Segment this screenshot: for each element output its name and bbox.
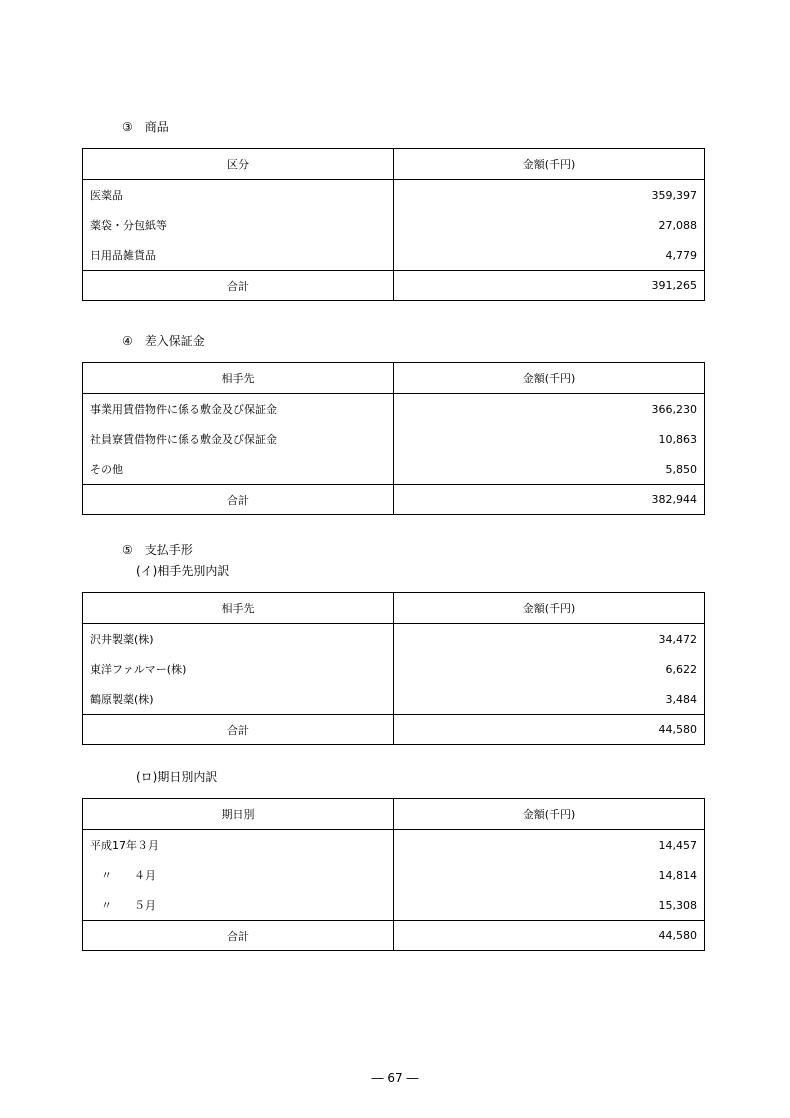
table-row xyxy=(83,454,705,485)
row-label: 沢井製薬(株) xyxy=(83,624,394,655)
column-header-amount: 金額(千円) xyxy=(394,593,705,624)
table-row xyxy=(83,684,705,715)
table-header-row xyxy=(83,149,705,180)
column-header-category: 区分 xyxy=(83,149,394,180)
table-row xyxy=(83,210,705,240)
table-row xyxy=(83,830,705,861)
subsection-b-heading: (ロ)期日別内訳 xyxy=(136,770,218,784)
column-header-amount: 金額(千円) xyxy=(394,149,705,180)
table-row xyxy=(83,394,705,425)
table-row xyxy=(83,240,705,271)
row-label: 医薬品 xyxy=(83,180,394,211)
row-value: 15,308 xyxy=(394,890,705,921)
total-label: 合計 xyxy=(83,485,394,515)
row-label: 薬袋・分包紙等 xyxy=(83,210,394,240)
row-value: 3,484 xyxy=(394,684,705,715)
total-row xyxy=(83,715,705,745)
row-value: 10,863 xyxy=(394,424,705,454)
column-header-amount: 金額(千円) xyxy=(394,363,705,394)
section-3-heading: ③ 商品 xyxy=(122,120,169,134)
row-value: 6,622 xyxy=(394,654,705,684)
table-row xyxy=(83,624,705,655)
subsection-a-heading: (イ)相手先別内訳 xyxy=(136,564,230,578)
table-row xyxy=(83,890,705,921)
total-label: 合計 xyxy=(83,715,394,745)
total-value: 382,944 xyxy=(394,485,705,515)
total-value: 44,580 xyxy=(394,921,705,951)
row-label: 平成17年３月 xyxy=(83,830,394,861)
guarantee-deposit-table xyxy=(82,362,705,515)
row-label: 〃 ５月 xyxy=(83,890,394,921)
notes-payable-by-counterparty-table xyxy=(82,592,705,745)
row-label: その他 xyxy=(83,454,394,485)
row-value: 366,230 xyxy=(394,394,705,425)
merchandise-table xyxy=(82,148,705,301)
total-row xyxy=(83,271,705,301)
row-value: 359,397 xyxy=(394,180,705,211)
notes-payable-by-due-date-table xyxy=(82,798,705,951)
total-row xyxy=(83,921,705,951)
table-header-row xyxy=(83,363,705,394)
column-header-counterparty: 相手先 xyxy=(83,363,394,394)
total-row xyxy=(83,485,705,515)
total-value: 391,265 xyxy=(394,271,705,301)
total-value: 44,580 xyxy=(394,715,705,745)
column-header-due-date: 期日別 xyxy=(83,799,394,830)
page-number: ― 67 ― xyxy=(371,1071,419,1085)
total-label: 合計 xyxy=(83,271,394,301)
table-row xyxy=(83,180,705,211)
row-label: 〃 ４月 xyxy=(83,860,394,890)
row-label: 事業用賃借物件に係る敷金及び保証金 xyxy=(83,394,394,425)
row-value: 14,457 xyxy=(394,830,705,861)
table-row xyxy=(83,654,705,684)
table-row xyxy=(83,424,705,454)
row-label: 社員寮賃借物件に係る敷金及び保証金 xyxy=(83,424,394,454)
row-value: 14,814 xyxy=(394,860,705,890)
table-row xyxy=(83,860,705,890)
row-value: 5,850 xyxy=(394,454,705,485)
table-header-row xyxy=(83,799,705,830)
section-4-heading: ④ 差入保証金 xyxy=(122,334,205,348)
row-value: 4,779 xyxy=(394,240,705,271)
column-header-amount: 金額(千円) xyxy=(394,799,705,830)
row-label: 東洋ファルマー(株) xyxy=(83,654,394,684)
column-header-counterparty: 相手先 xyxy=(83,593,394,624)
section-5-heading: ⑤ 支払手形 xyxy=(122,543,193,557)
row-label: 鶴原製薬(株) xyxy=(83,684,394,715)
table-header-row xyxy=(83,593,705,624)
total-label: 合計 xyxy=(83,921,394,951)
row-value: 34,472 xyxy=(394,624,705,655)
row-value: 27,088 xyxy=(394,210,705,240)
row-label: 日用品雑貨品 xyxy=(83,240,394,271)
